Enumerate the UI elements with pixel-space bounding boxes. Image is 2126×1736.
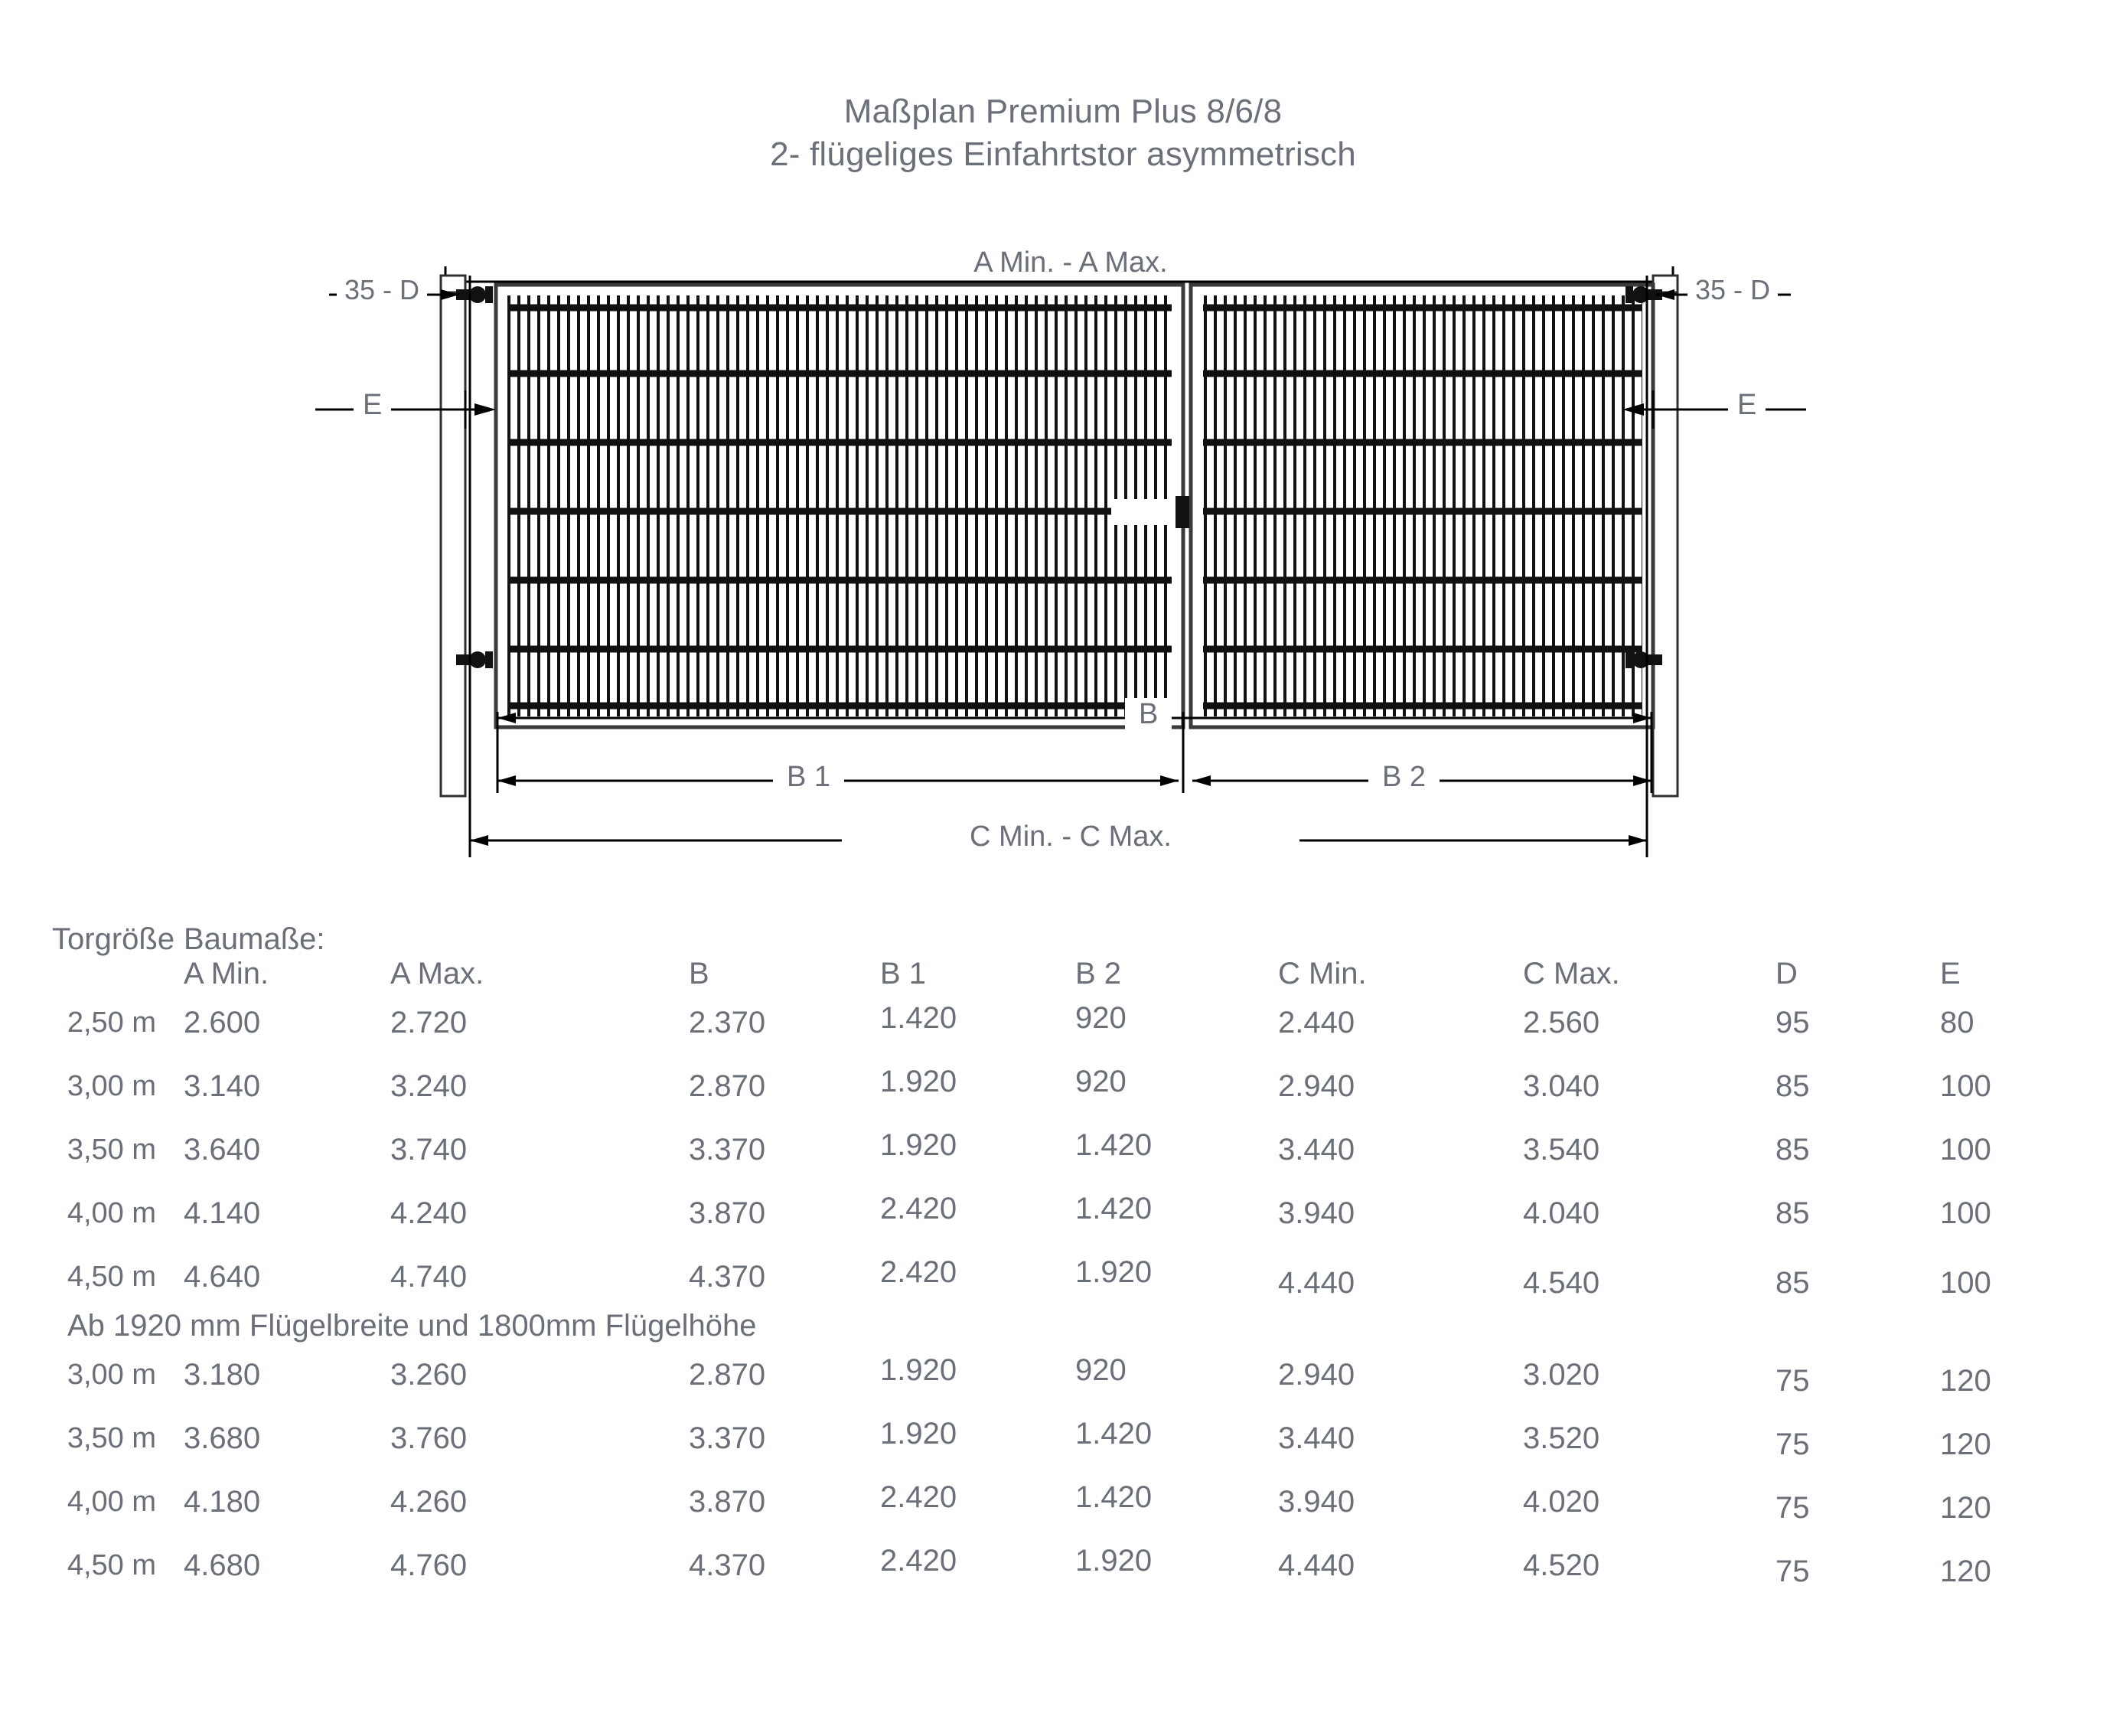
cell-cmin: 4.440 — [1278, 1266, 1355, 1300]
cell-b2: 1.420 — [1075, 1417, 1153, 1450]
title-line-2: 2- flügeliges Einfahrtstor asymmetrisch — [770, 135, 1356, 174]
cell-amin: 4.140 — [184, 1196, 261, 1230]
cell-size: 4,50 m — [67, 1261, 156, 1293]
label-d-right: 35 - D — [1687, 274, 1778, 306]
table-row — [0, 1470, 2126, 1534]
cell-b: 4.370 — [689, 1548, 766, 1582]
cell-size: 2,50 m — [67, 1007, 156, 1039]
table-row — [0, 1182, 2126, 1245]
cell-amin: 2.600 — [184, 1006, 261, 1039]
cell-b1: 2.420 — [880, 1192, 957, 1225]
label-e-right: E — [1728, 389, 1766, 422]
label-b-span: B — [1125, 698, 1172, 731]
page-title — [0, 90, 2126, 177]
col-header-amax: A Max. — [390, 957, 484, 990]
table-note: Ab 1920 mm Flügelbreite und 1800mm Flügelhöhe — [67, 1309, 757, 1343]
cell-amax: 4.260 — [390, 1485, 468, 1519]
cell-b2: 1.420 — [1075, 1192, 1153, 1225]
cell-b1: 2.420 — [880, 1255, 957, 1289]
post-left — [441, 276, 465, 796]
header-baumasse: Baumaße: — [184, 922, 325, 956]
col-header-d: D — [1775, 957, 1798, 990]
cell-size: 3,00 m — [67, 1359, 156, 1391]
gate-technical-drawing — [0, 246, 2126, 926]
cell-b: 3.870 — [689, 1485, 766, 1519]
table-row — [0, 1055, 2126, 1118]
cell-amax: 3.760 — [390, 1421, 468, 1455]
table-title-row — [0, 922, 2126, 957]
cell-b: 2.870 — [689, 1069, 766, 1103]
cell-amin: 3.140 — [184, 1069, 261, 1103]
cell-amax: 4.740 — [390, 1260, 468, 1294]
cell-cmax: 3.020 — [1523, 1358, 1600, 1392]
cell-amax: 2.720 — [390, 1006, 468, 1039]
cell-cmin: 2.440 — [1278, 1006, 1355, 1039]
cell-size: 3,50 m — [67, 1422, 156, 1454]
label-e-left: E — [354, 389, 391, 422]
cell-d: 85 — [1775, 1133, 1810, 1167]
cell-b: 3.870 — [689, 1196, 766, 1230]
cell-b1: 1.920 — [880, 1128, 957, 1162]
col-header-e: E — [1940, 957, 1961, 990]
col-header-b2: B 2 — [1075, 957, 1122, 990]
cell-size: 4,00 m — [67, 1197, 156, 1229]
cell-amin: 4.680 — [184, 1548, 261, 1582]
cell-cmax: 3.040 — [1523, 1069, 1600, 1103]
cell-amin: 3.180 — [184, 1358, 261, 1392]
cell-cmin: 2.940 — [1278, 1069, 1355, 1103]
cell-b: 2.370 — [689, 1006, 766, 1039]
cell-b2: 920 — [1075, 1065, 1127, 1098]
cell-b1: 1.920 — [880, 1417, 957, 1450]
cell-b: 3.370 — [689, 1421, 766, 1455]
table-row — [0, 1407, 2126, 1470]
cell-cmin: 3.440 — [1278, 1421, 1355, 1455]
cell-e: 100 — [1940, 1069, 1991, 1103]
cell-e: 120 — [1940, 1428, 1991, 1461]
col-header-cmin: C Min. — [1278, 957, 1367, 990]
cell-cmax: 4.040 — [1523, 1196, 1600, 1230]
label-d-left: 35 - D — [337, 274, 427, 306]
header-torgroesse: Torgröße — [52, 922, 175, 956]
cell-cmin: 4.440 — [1278, 1548, 1355, 1582]
title-line-1: Maßplan Premium Plus 8/6/8 — [843, 93, 1283, 130]
cell-b: 2.870 — [689, 1358, 766, 1392]
table-row — [0, 991, 2126, 1055]
cell-e: 120 — [1940, 1491, 1991, 1525]
table-row — [0, 1245, 2126, 1309]
cell-e: 120 — [1940, 1364, 1991, 1398]
cell-b1: 1.920 — [880, 1353, 957, 1387]
cell-cmax: 3.540 — [1523, 1133, 1600, 1167]
cell-b: 4.370 — [689, 1260, 766, 1294]
cell-b2: 920 — [1075, 1001, 1127, 1035]
gate-leaf-left — [496, 285, 1183, 727]
cell-size: 3,00 m — [67, 1070, 156, 1102]
cell-e: 100 — [1940, 1133, 1991, 1167]
label-a-span: A Min. - A Max. — [842, 246, 1299, 279]
table-row — [0, 1534, 2126, 1597]
cell-e: 100 — [1940, 1266, 1991, 1300]
cell-cmax: 4.540 — [1523, 1266, 1600, 1300]
table-row — [0, 1118, 2126, 1182]
cell-b1: 2.420 — [880, 1480, 957, 1514]
cell-cmin: 2.940 — [1278, 1358, 1355, 1392]
cell-b2: 1.420 — [1075, 1128, 1153, 1162]
cell-cmin: 3.940 — [1278, 1485, 1355, 1519]
cell-d: 75 — [1775, 1491, 1810, 1525]
cell-cmax: 3.520 — [1523, 1421, 1600, 1455]
cell-amax: 3.260 — [390, 1358, 468, 1392]
col-header-amin: A Min. — [184, 957, 269, 990]
label-b2-span: B 2 — [1368, 761, 1440, 794]
cell-amax: 3.740 — [390, 1133, 468, 1167]
gate-leaf-right — [1191, 285, 1653, 727]
cell-b2: 920 — [1075, 1353, 1127, 1387]
col-header-cmax: C Max. — [1523, 957, 1620, 990]
cell-amin: 3.640 — [184, 1133, 261, 1167]
cell-cmin: 3.940 — [1278, 1196, 1355, 1230]
cell-d: 75 — [1775, 1555, 1810, 1588]
cell-d: 85 — [1775, 1196, 1810, 1230]
cell-e: 120 — [1940, 1555, 1991, 1588]
cell-b2: 1.920 — [1075, 1544, 1153, 1578]
cell-d: 85 — [1775, 1266, 1810, 1300]
col-header-b: B — [689, 957, 709, 990]
cell-amax: 4.240 — [390, 1196, 468, 1230]
dimensions-table — [0, 922, 2126, 1597]
cell-amin: 3.680 — [184, 1421, 261, 1455]
table-row — [0, 1343, 2126, 1407]
cell-b1: 2.420 — [880, 1544, 957, 1578]
cell-d: 75 — [1775, 1428, 1810, 1461]
cell-size: 4,00 m — [67, 1486, 156, 1518]
cell-amin: 4.640 — [184, 1260, 261, 1294]
center-latch — [1175, 496, 1189, 528]
label-b1-span: B 1 — [773, 761, 844, 794]
cell-size: 4,50 m — [67, 1549, 156, 1581]
cell-amax: 4.760 — [390, 1548, 468, 1582]
cell-d: 85 — [1775, 1069, 1810, 1103]
cell-b1: 1.920 — [880, 1065, 957, 1098]
cell-e: 100 — [1940, 1196, 1991, 1230]
post-right — [1653, 276, 1678, 796]
cell-b1: 1.420 — [880, 1001, 957, 1035]
label-c-span: C Min. - C Max. — [842, 821, 1299, 853]
cell-b: 3.370 — [689, 1133, 766, 1167]
cell-b2: 1.420 — [1075, 1480, 1153, 1514]
cell-cmax: 4.020 — [1523, 1485, 1600, 1519]
col-header-b1: B 1 — [880, 957, 927, 990]
cell-size: 3,50 m — [67, 1134, 156, 1166]
cell-cmin: 3.440 — [1278, 1133, 1355, 1167]
cell-cmax: 4.520 — [1523, 1548, 1600, 1582]
cell-amax: 3.240 — [390, 1069, 468, 1103]
cell-amin: 4.180 — [184, 1485, 261, 1519]
cell-d: 95 — [1775, 1006, 1810, 1039]
cell-b2: 1.920 — [1075, 1255, 1153, 1289]
cell-e: 80 — [1940, 1006, 1974, 1039]
cell-cmax: 2.560 — [1523, 1006, 1600, 1039]
cell-d: 75 — [1775, 1364, 1810, 1398]
